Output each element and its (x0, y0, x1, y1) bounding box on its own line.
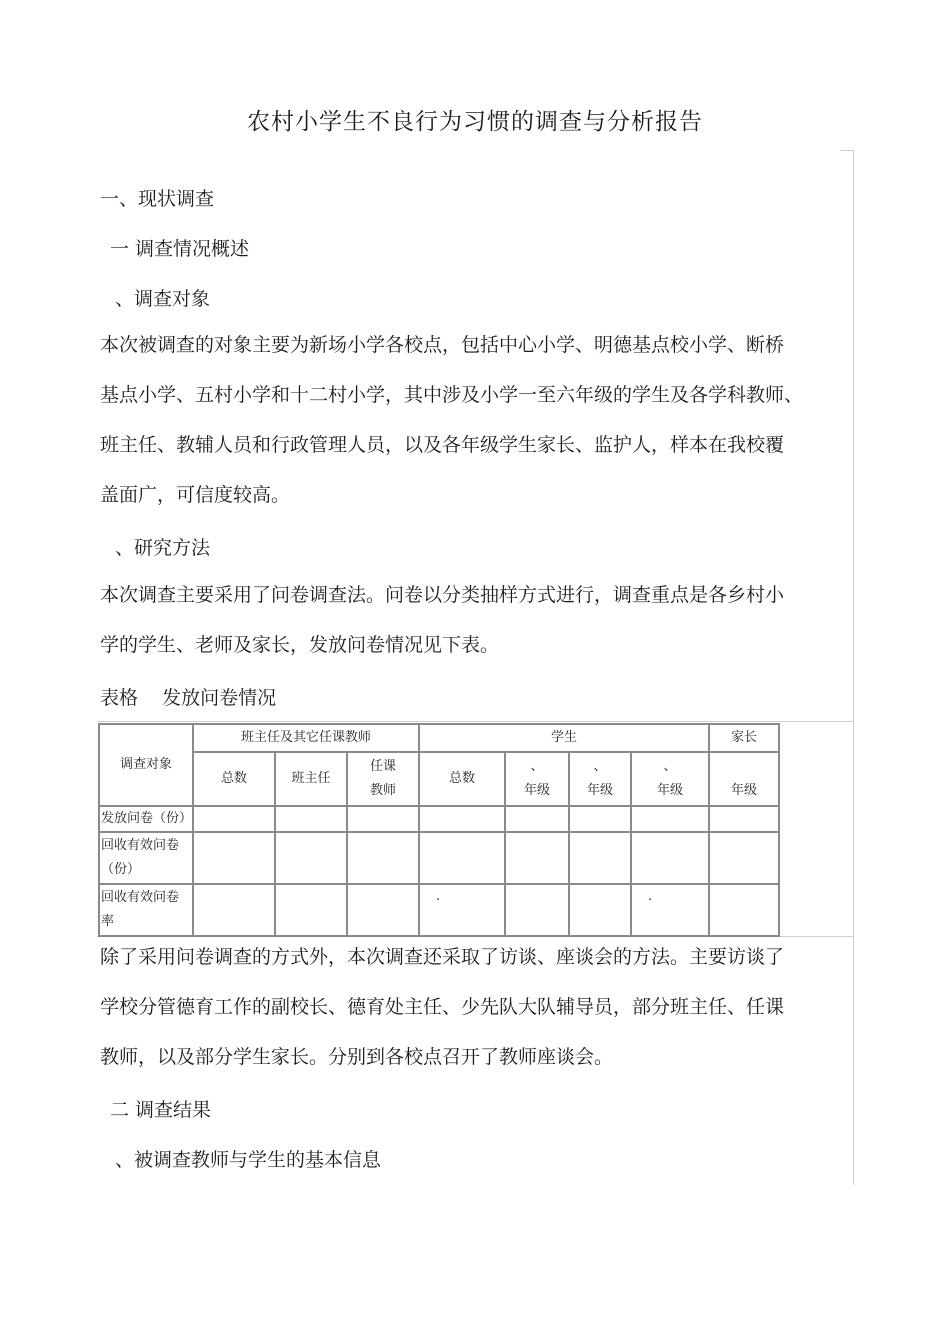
cell-dot: . (419, 884, 505, 936)
document-title: 农村小学生不良行为习惯的调查与分析报告 (247, 109, 703, 135)
header-parents: 家长 (709, 724, 779, 752)
table-row (99, 832, 779, 884)
paragraph-line: 基点小学、五村小学和十二村小学，其中涉及小学一至六年级的学生及各学科教师、 (100, 384, 804, 406)
table-row (99, 806, 779, 832)
header-survey-object: 调查对象 (99, 724, 193, 806)
paragraph-line: 教师，以及部分学生家长。分别到各校点召开了教师座谈会。 (100, 1046, 614, 1068)
page-margin-line (853, 150, 854, 1185)
row-label-rate: 回收有效问卷 率 (99, 884, 193, 936)
header-teachers: 班主任及其它任课教师 (193, 724, 419, 752)
heading-3-basic-info: 、被调查教师与学生的基本信息 (115, 1149, 382, 1171)
heading-2-overview: 一 调查情况概述 (110, 238, 250, 260)
paragraph-line: 盖面广，可信度较高。 (100, 484, 291, 506)
row-label-valid: 回收有效问卷 （份） (99, 832, 193, 884)
heading-2-results: 二 调查结果 (110, 1099, 212, 1121)
paragraph-subjects (100, 320, 850, 520)
header-grade: 、 年级 (631, 752, 709, 806)
paragraph-line: 学校分管德育工作的副校长、德育处主任、少先队大队辅导员，部分班主任、任课 (100, 996, 785, 1018)
header-grade: 、 年级 (569, 752, 631, 806)
header-headteacher: 班主任 (275, 752, 347, 806)
paragraph-line: 除了采用问卷调查的方式外，本次调查还采取了访谈、座谈会的方法。主要访谈了 (100, 946, 785, 968)
header-parent-grade: 年级 (709, 752, 779, 806)
header-grade: 、 年级 (505, 752, 569, 806)
row-label-issued: 发放问卷（份） (99, 806, 193, 832)
paragraph-interviews (100, 932, 850, 1082)
table-row (99, 884, 779, 936)
table-caption: 表格 发放问卷情况 (100, 687, 277, 709)
paragraph-line: 本次调查主要采用了问卷调查法。问卷以分类抽样方式进行，调查重点是各乡村小 (100, 584, 785, 606)
page-corner-mark (840, 150, 854, 175)
heading-3-method: 、研究方法 (115, 537, 211, 559)
paragraph-line: 学的学生、老师及家长，发放问卷情况见下表。 (100, 634, 500, 656)
header-teacher-total: 总数 (193, 752, 275, 806)
paragraph-line: 本次被调查的对象主要为新场小学各校点，包括中心小学、明德基点校小学、断桥 (100, 334, 785, 356)
paragraph-line: 班主任、教辅人员和行政管理人员，以及各年级学生家长、监护人，样本在我校覆 (100, 434, 785, 456)
survey-table (98, 723, 780, 937)
header-students: 学生 (419, 724, 709, 752)
header-subject-teacher: 任课 教师 (347, 752, 419, 806)
heading-1: 一、现状调查 (100, 188, 215, 210)
header-student-total: 总数 (419, 752, 505, 806)
paragraph-method (100, 570, 850, 670)
heading-3-subjects: 、调查对象 (115, 288, 211, 310)
cell-dot: . (631, 884, 709, 936)
